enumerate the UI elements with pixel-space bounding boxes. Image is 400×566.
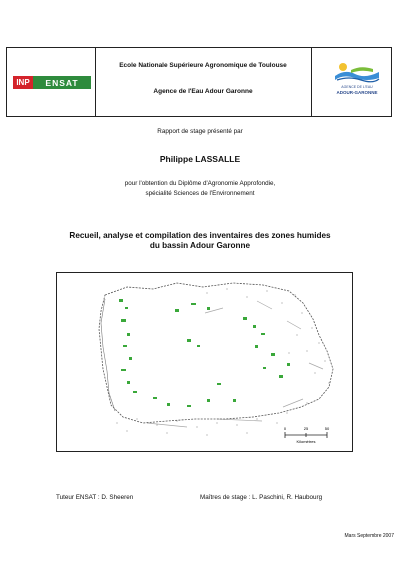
author-name: Philippe LASSALLE — [159, 154, 241, 164]
relief-shading — [116, 288, 329, 435]
adour-garonne-logo — [333, 60, 381, 106]
tuteur-line: Tuteur ENSAT : D. Sheeren — [56, 494, 134, 501]
adour-garonne-logo-graphic — [333, 60, 381, 84]
scale-label-25: 25 — [303, 426, 309, 431]
ensat-logo-inp: INP — [13, 76, 33, 89]
header-center-cell — [95, 48, 312, 116]
adour-logo-line1: AGENCE DE L'EAU — [341, 85, 373, 89]
header-table — [6, 47, 392, 117]
report-title-line-2: du bassin Adour Garonne — [149, 241, 251, 250]
basin-map — [56, 272, 353, 452]
adour-logo-line2: ADOUR-GARONNE — [336, 90, 378, 95]
school-name: Ecole Nationale Supérieure Agronomique de Toulouse — [119, 62, 287, 69]
report-title-line-1: Recueil, analyse et compilation des inventaires des zones humides — [69, 231, 331, 240]
ensat-logo-text: ENSAT — [33, 76, 91, 89]
header-left-cell — [7, 48, 96, 116]
scale-label-50: 50 — [324, 426, 330, 431]
scale-label-0: 0 — [283, 426, 287, 431]
ensat-logo — [13, 76, 91, 89]
wetland-areas — [119, 299, 290, 407]
coastline — [101, 299, 115, 411]
maitres-line: Maîtres de stage : L. Paschini, R. Haubourg — [200, 494, 323, 501]
basin-map-graphic — [57, 273, 352, 451]
agency-name: Agence de l'Eau Adour Garonne — [153, 88, 253, 95]
scale-bar — [284, 426, 330, 444]
presented-by: Rapport de stage présenté par — [157, 128, 243, 135]
scale-unit: Kilomètres — [296, 439, 316, 444]
basin-outline — [99, 283, 333, 423]
diploma-line-1: pour l'obtention du Diplôme d'Agronomie Approfondie, — [124, 180, 276, 187]
diploma-line-2: spécialité Sciences de l'Environnement — [145, 190, 255, 197]
header-right-cell — [311, 48, 391, 116]
report-date: Mars Septembre 2007 — [344, 533, 394, 539]
